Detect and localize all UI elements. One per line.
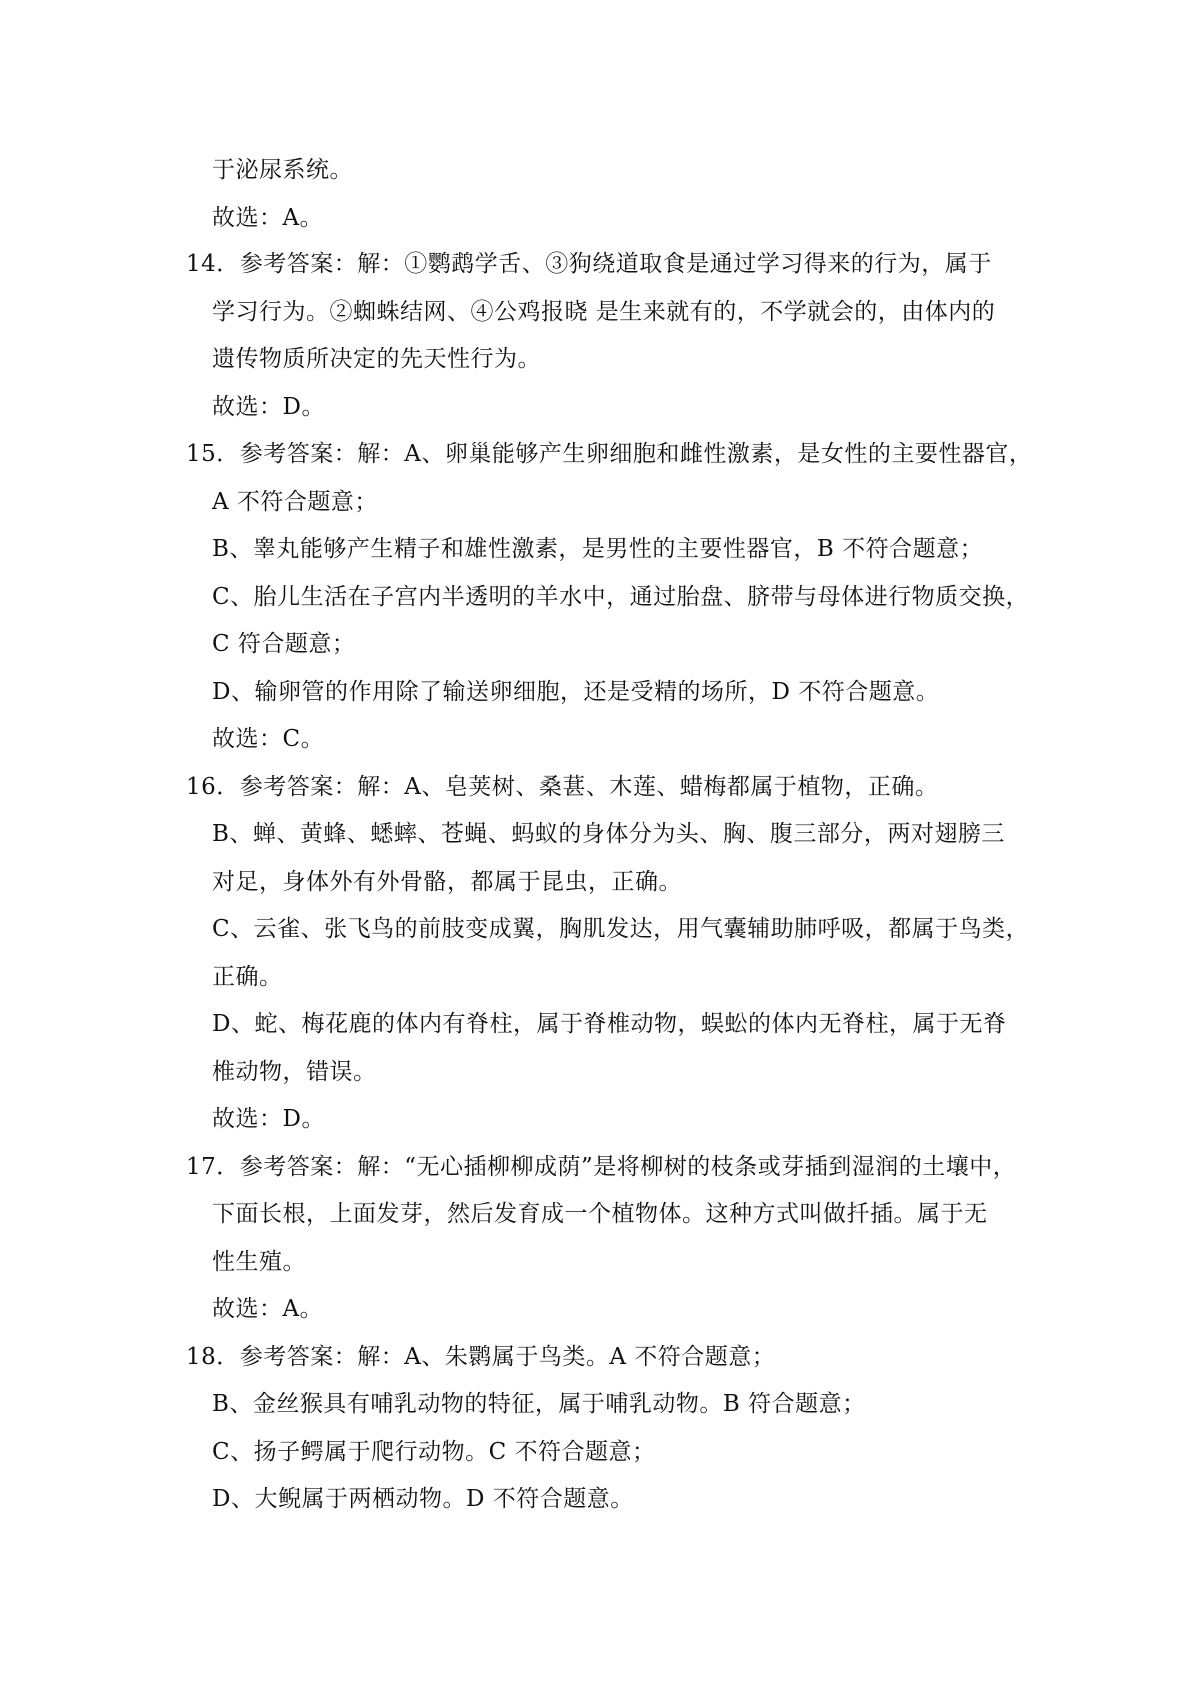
- text-line: 下面长根，上面发芽，然后发育成一个植物体。这种方式叫做扦插。属于无: [212, 1201, 988, 1227]
- text-line: 学习行为。②蜘蛛结网、④公鸡报晓 是生来就有的，不学就会的，由体内的: [212, 299, 996, 325]
- text-line: C、胎儿生活在子宫内半透明的羊水中，通过胎盘、脐带与母体进行物质交换，: [212, 584, 1030, 610]
- text-line: C、云雀、张飞鸟的前肢变成翼，胸肌发达，用气囊辅助肺呼吸，都属于鸟类，: [212, 916, 1030, 942]
- text-line: 遗传物质所决定的先天性行为。: [212, 346, 541, 372]
- text-line: 于泌尿系统。: [212, 157, 353, 183]
- text-line: C 符合题意；: [212, 631, 356, 657]
- text-line: D、蛇、梅花鹿的体内有脊柱，属于脊椎动物，蜈蚣的体内无脊柱，属于无脊: [212, 1011, 1007, 1037]
- text-line: 故选：A。: [212, 205, 324, 231]
- text-line: C、扬子鳄属于爬行动物。C 不符合题意；: [212, 1439, 656, 1465]
- text-line: 椎动物，错误。: [212, 1059, 377, 1085]
- text-line: 对足，身体外有外骨骼，都属于昆虫，正确。: [212, 869, 682, 895]
- text-line: 故选：D。: [212, 1106, 325, 1132]
- text-line: 性生殖。: [212, 1249, 306, 1275]
- text-line: D、输卵管的作用除了输送卵细胞，还是受精的场所，D 不符合题意。: [212, 679, 940, 705]
- answer-16-heading: 16．参考答案：解：A、皂荚树、桑葚、木莲、蜡梅都属于植物，正确。: [186, 774, 939, 800]
- answer-14-heading: 14．参考答案：解：①鹦鹉学舌、③狗绕道取食是通过学习得来的行为，属于: [186, 251, 992, 277]
- text-line: B、睾丸能够产生精子和雄性激素，是男性的主要性器官，B 不符合题意；: [212, 536, 984, 562]
- text-line: D、大鲵属于两栖动物。D 不符合题意。: [212, 1486, 634, 1512]
- text-line: 故选：D。: [212, 394, 325, 420]
- answer-15-heading: 15．参考答案：解：A、卵巢能够产生卵细胞和雌性激素，是女性的主要性器官，: [186, 441, 1033, 467]
- answer-17-heading: 17．参考答案：解：“无心插柳柳成荫”是将柳树的枝条或芽插到湿润的土壤中，: [186, 1154, 1017, 1180]
- text-line: B、金丝猴具有哺乳动物的特征，属于哺乳动物。B 符合题意；: [212, 1391, 866, 1417]
- text-line: 故选：A。: [212, 1296, 324, 1322]
- text-line: B、蝉、黄蜂、蟋蟀、苍蝇、蚂蚁的身体分为头、胸、腹三部分，两对翅膀三: [212, 821, 1005, 847]
- text-line: 正确。: [212, 964, 283, 990]
- answer-18-heading: 18．参考答案：解：A、朱鹮属于鸟类。A 不符合题意；: [186, 1344, 776, 1370]
- text-line: A 不符合题意；: [212, 489, 378, 515]
- text-line: 故选：C。: [212, 726, 325, 752]
